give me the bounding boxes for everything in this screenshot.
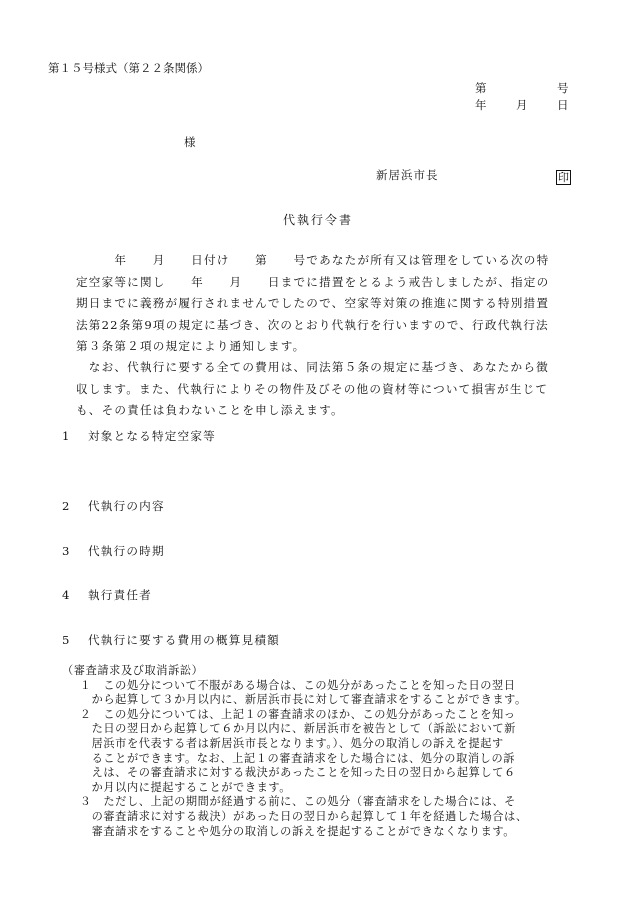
review-line: えは、その審査請求に対する裁決があったことを知った日の翌日から起算して６ [68, 766, 516, 780]
body-line: 年 月 日付け 第 号であなたが所有又は管理をしている次の特 [76, 253, 550, 267]
item-label: 執行責任者 [88, 588, 152, 602]
doc-date-year: 年 [475, 98, 487, 112]
item-number: 5 [62, 633, 71, 647]
review-line: の審査請求に対する裁決）があった日の翌日から起算して１年を経過した場合は、 [68, 809, 528, 823]
review-line: 居浜市を代表する者は新居浜市長となります。）、処分の取消しの訴えを提起す [68, 736, 504, 750]
item-3 [62, 543, 165, 559]
item-label: 代執行に要する費用の概算見積額 [88, 633, 280, 647]
item-4 [62, 587, 152, 603]
item-label: 対象となる特定空家等 [88, 429, 216, 443]
review-line: ることができます。なお、上記１の審査請求をした場合には、処分の取消しの訴 [68, 751, 516, 765]
body-line: 定空家等に関し 年 月 日までに措置をとるよう戒告しましたが、指定の [76, 274, 550, 289]
review-line: 審査請求をすることや処分の取消しの訴えを提起することができなくなります。 [68, 824, 516, 838]
item-5 [62, 632, 280, 648]
item-number: 2 [62, 499, 71, 513]
doc-date-day: 日 [557, 98, 569, 112]
issuer-name: 新居浜市長 [376, 168, 439, 182]
review-line: から起算して３か月以内に、新居浜市長に対して審査請求をすることができます。 [68, 693, 527, 707]
item-number: 4 [62, 588, 71, 602]
review-line: か月以内に提起することができます。 [68, 780, 292, 794]
review-line: た日の翌日から起算して６か月以内に、新居浜市を被告として（訴訟において新 [68, 722, 516, 736]
item-1 [62, 428, 216, 444]
review-line: ２ この処分については、上記１の審査請求のほか、この処分があったことを知っ [68, 707, 516, 721]
form-header: 第１５号様式（第２２条関係） [48, 61, 209, 75]
doc-date-month: 月 [516, 98, 528, 112]
doc-number-suffix: 号 [557, 81, 569, 95]
addressee-suffix: 様 [184, 135, 196, 149]
review-line: １ この処分について不服がある場合は、この処分があったことを知った日の翌日 [68, 678, 516, 692]
body-line: 法第22条第9項の規定に基づき、次のとおり代執行を行いますので、行政代執行法 [76, 317, 549, 332]
body-line: 期日までに義務が履行されませんでしたので、空家等対策の推進に関する特別措置 [76, 296, 550, 310]
review-notice [62, 664, 528, 839]
item-label: 代執行の時期 [88, 544, 165, 558]
doc-number-prefix: 第 [475, 81, 487, 95]
body-line: 第３条第２項の規定により通知します。 [76, 339, 306, 353]
document-title: 代執行令書 [283, 213, 354, 227]
review-line: ３ ただし、上記の期間が経過する前に、この処分（審査請求をした場合には、そ [68, 795, 516, 809]
review-heading: （審査請求及び取消訴訟） [62, 664, 204, 677]
body-line: 収します。また、代執行によりその物件及びその他の資材等について損害が生じて [76, 381, 549, 396]
body-line: なお、代執行に要する全ての費用は、同法第５条の規定に基づき、あなたから徴 [76, 360, 549, 374]
seal-mark: 印 [558, 171, 569, 184]
item-number: 1 [62, 429, 71, 443]
item-2 [62, 498, 165, 514]
body-paragraph-2 [76, 357, 596, 422]
item-label: 代執行の内容 [88, 499, 165, 513]
body-line: も、その責任は負わないことを申し添えます。 [76, 403, 344, 417]
item-number: 3 [62, 544, 71, 558]
body-paragraph-1 [76, 250, 596, 358]
